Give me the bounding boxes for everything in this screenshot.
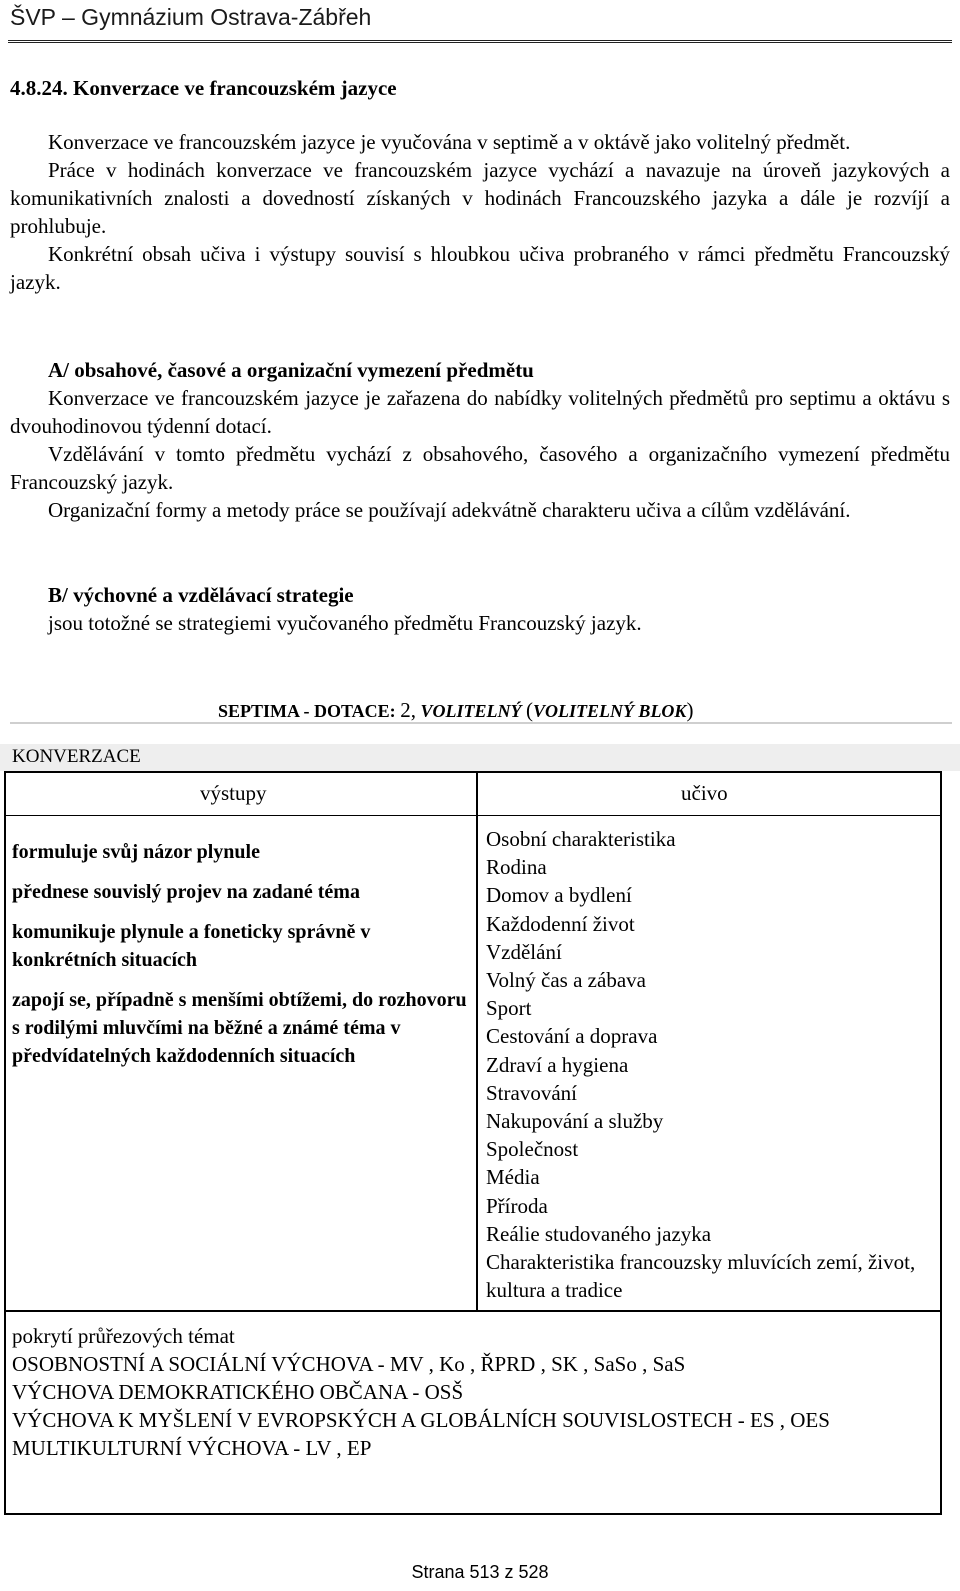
topic-item: Charakteristika francouzsky mluvících zemí, život, kultura a tradice — [486, 1250, 916, 1303]
septima-block: VOLITELNÝ BLOK — [532, 701, 687, 721]
column-header-outputs: výstupy — [200, 781, 267, 805]
intro-paragraph-1: Konverzace ve francouzském jazyce je vyučována v septimě a v oktávě jako volitelný předmět. — [48, 130, 851, 154]
topic-item: Osobní charakteristika — [486, 827, 676, 851]
section-b-block — [10, 581, 950, 637]
intro-paragraph-2: Práce v hodinách konverzace ve francouzském jazyce vychází a navazuje na úroveň jazykových a komunikativních znalosti a dovedností získaných v hodinách Francouzského jazyka a dále je rozvíjí a prohlubuje. — [10, 158, 950, 238]
section-b-text: jsou totožné se strategiemi vyučovaného předmětu Francouzský jazyk. — [48, 611, 642, 635]
table-header-divider-right — [478, 815, 942, 816]
section-a-paragraph-2: Vzdělávání v tomto předmětu vychází z obsahového, časového a organizačního vymezení předmětu Francouzský jazyk. — [10, 442, 950, 494]
topic-item: Nakupování a služby — [486, 1109, 664, 1134]
header-divider — [8, 40, 952, 43]
page-number: Strana 513 z 528 — [411, 1562, 549, 1582]
section-a-paragraph-3: Organizační formy a metody práce se používají adekvátně charakteru učiva a cílům vzdělávání. — [48, 498, 851, 522]
section-a-block — [10, 356, 950, 524]
output-item: formuluje svůj názor plynule — [12, 841, 260, 863]
topic-item: Vzdělání — [486, 939, 562, 964]
topic-item: Rodina — [486, 855, 547, 880]
output-item: zapojí se, případně s menšími obtížemi, do rozhovoru s rodilými mluvčími na běžné a známé téma v předvídatelných každodenních situacích — [12, 989, 467, 1067]
topic-item: Domov a bydlení — [486, 883, 632, 908]
intro-paragraph-3: Konkrétní obsah učiva i výstupy souvisí s hloubkou učiva probraného v rámci předmětu Francouzský jazyk. — [10, 242, 950, 294]
cross-topic-item: VÝCHOVA K MYŠLENÍ V EVROPSKÝCH A GLOBÁLNÍCH SOUVISLOSTECH - ES , OES — [12, 1408, 830, 1432]
septima-dotace: 2, — [400, 698, 416, 722]
cross-topics-label: pokrytí průřezových témat — [12, 1324, 235, 1348]
cross-topic-item: OSOBNOSTNÍ A SOCIÁLNÍ VÝCHOVA - MV , Ko , ŘPRD , SK , SaSo , SaS — [12, 1352, 686, 1376]
topic-item: Společnost — [486, 1137, 579, 1162]
topic-item: Média — [486, 1165, 540, 1190]
cross-topics — [12, 1322, 932, 1462]
column-header-content: učivo — [681, 781, 728, 805]
output-item: komunikuje plynule a foneticky správně v konkrétních situacích — [12, 921, 371, 971]
section-title: 4.8.24. Konverzace ve francouzském jazyce — [10, 76, 397, 100]
septima-type: VOLITELNÝ — [420, 701, 522, 721]
topic-item: Zdraví a hygiena — [486, 1052, 629, 1077]
topic-item: Reálie studovaného jazyka — [486, 1221, 712, 1246]
table-footer-divider — [4, 1310, 942, 1312]
module-bar — [0, 744, 960, 771]
septima-block-open: ( — [525, 698, 533, 722]
cross-topic-item: VÝCHOVA DEMOKRATICKÉHO OBČANA - OSŠ — [12, 1380, 464, 1404]
table-header-divider-left — [4, 815, 478, 816]
section-a-heading: A/ obsahové, časové a organizační vymezení předmětu — [48, 358, 534, 382]
section-b-heading: B/ výchovné a vzdělávací strategie — [48, 583, 354, 607]
table-column-divider — [476, 771, 478, 1311]
septima-block-close: ) — [686, 698, 694, 722]
outputs-list — [12, 838, 468, 1082]
section-a-paragraph-1: Konverzace ve francouzském jazyce je zařazena do nabídky volitelných předmětů pro septimu a oktávu s dvouhodinovou týdenní dotací. — [10, 386, 950, 438]
output-item: přednese souvislý projev na zadané téma — [12, 881, 360, 903]
topic-item: Každodenní život — [486, 911, 635, 936]
cross-topic-item: MULTIKULTURNÍ VÝCHOVA - LV , EP — [12, 1436, 372, 1460]
module-name: KONVERZACE — [12, 746, 141, 767]
topics-list — [486, 825, 936, 1304]
topic-item: Sport — [486, 996, 532, 1021]
topic-item: Příroda — [486, 1193, 548, 1218]
topic-item: Stravování — [486, 1080, 577, 1105]
intro-block — [10, 128, 950, 296]
septima-divider — [10, 722, 952, 724]
topic-item: Volný čas a zábava — [486, 968, 646, 993]
topic-item: Cestování a doprava — [486, 1024, 658, 1049]
septima-heading — [218, 698, 693, 723]
septima-label: SEPTIMA - DOTACE: — [218, 701, 396, 721]
document-header-title: ŠVP – Gymnázium Ostrava-Zábřeh — [10, 4, 372, 30]
